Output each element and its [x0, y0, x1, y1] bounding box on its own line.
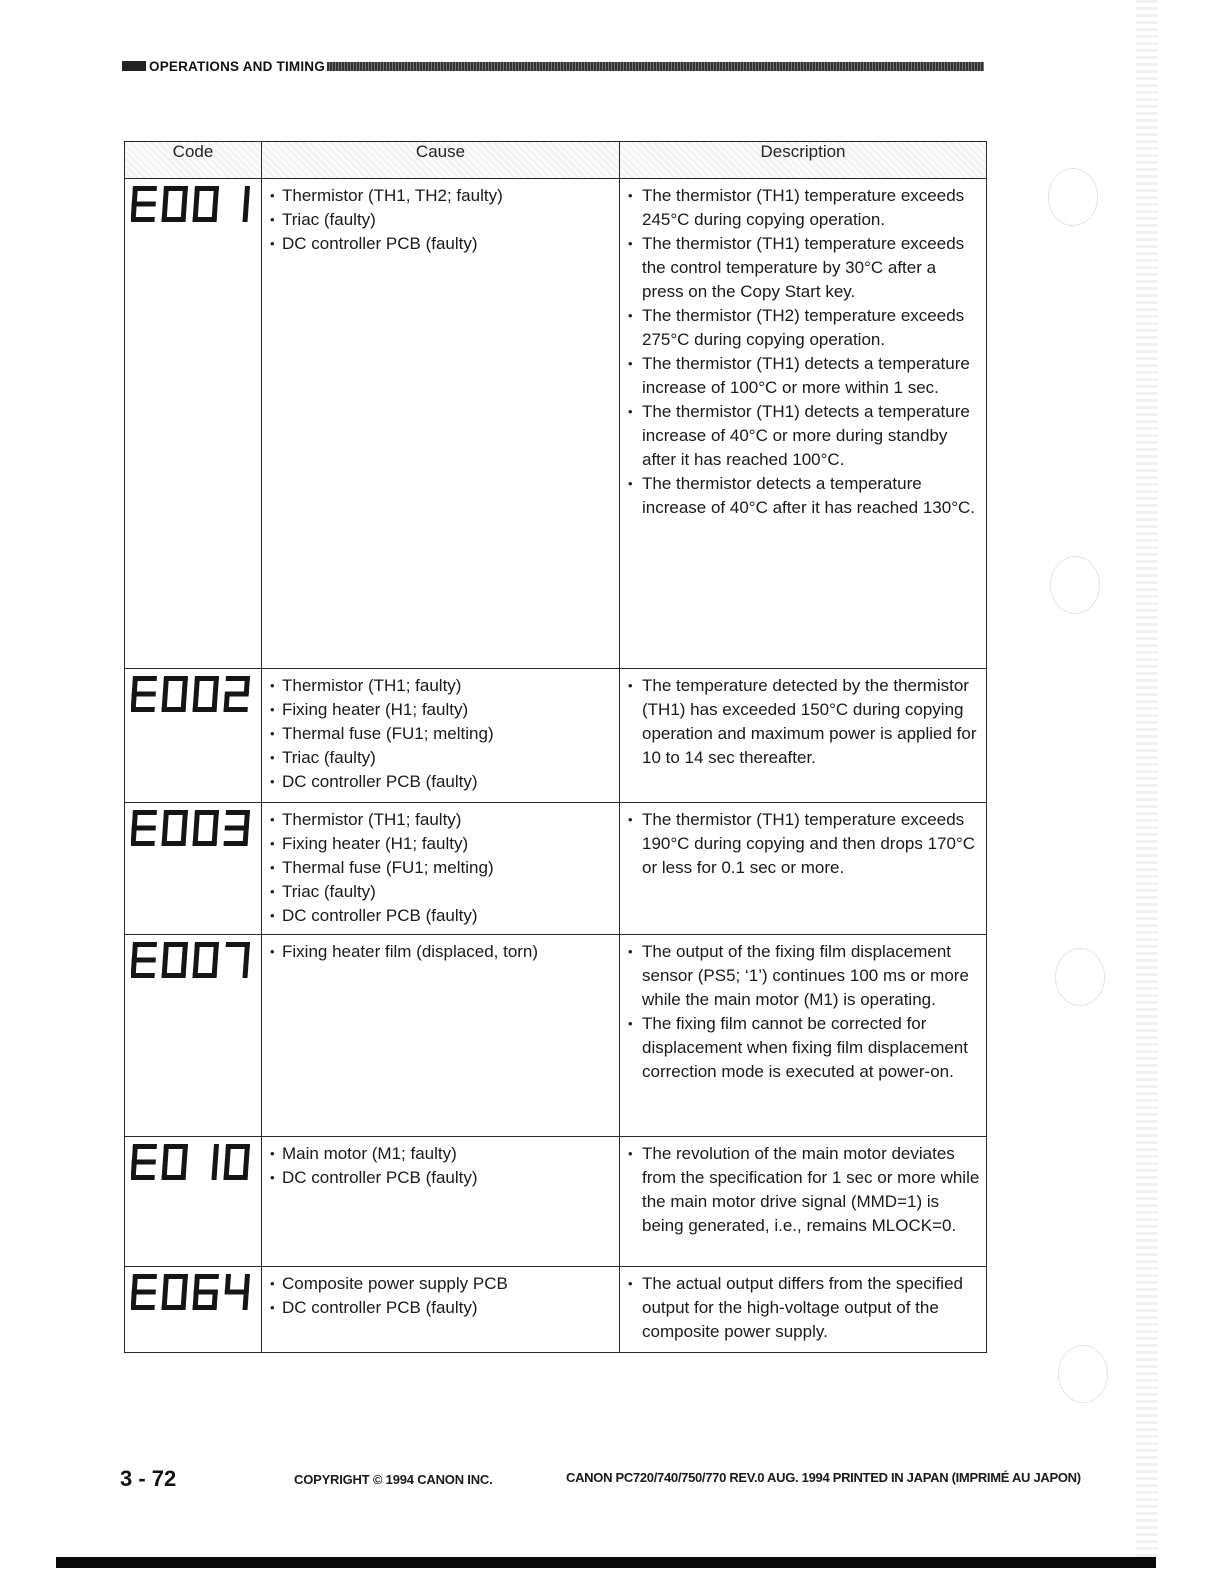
seven-segment-code — [131, 1272, 259, 1312]
segment-digit — [223, 942, 250, 978]
cause-cell — [262, 935, 620, 1137]
description-item: • The thermistor (TH1) temperature exceeds 245°C during copying operation. — [626, 184, 982, 232]
page-number: 3 - 72 — [120, 1466, 177, 1491]
description-item: • The output of the fixing film displacement sensor (PS5; ‘1’) continues 100 ms or more while the main motor (M1) is operating. — [626, 940, 982, 1012]
cause-cell — [262, 179, 620, 669]
segment-digit — [192, 186, 219, 222]
table-row — [125, 935, 987, 1137]
description-item: • The thermistor (TH1) temperature exceeds the control temperature by 30°C after a press on the Copy Start key. — [626, 232, 982, 304]
segment-digit — [161, 942, 188, 978]
cause-item: • DC controller PCB (faulty) — [268, 1166, 615, 1190]
code-cell — [125, 669, 262, 803]
description-list — [626, 808, 982, 880]
description-list — [626, 184, 982, 520]
table-row — [125, 669, 987, 803]
description-cell — [620, 935, 987, 1137]
cause-item: • Thermistor (TH1, TH2; faulty) — [268, 184, 615, 208]
segment-digit — [131, 1144, 157, 1180]
description-list — [626, 1142, 982, 1238]
cause-list — [268, 940, 615, 964]
seven-segment-code — [131, 184, 259, 224]
segment-digit — [192, 1274, 219, 1310]
cause-item: • DC controller PCB (faulty) — [268, 770, 615, 794]
scan-bottom-bar — [56, 1557, 1156, 1568]
description-item: • The thermistor (TH1) detects a temperature increase of 40°C or more during standby after it has reached 100°C. — [626, 400, 982, 472]
table-row — [125, 1267, 987, 1353]
punch-hole — [1048, 168, 1098, 226]
table-header-row — [125, 142, 987, 179]
description-item: • The thermistor (TH1) detects a temperature increase of 100°C or more within 1 sec. — [626, 352, 982, 400]
seven-segment-code — [131, 808, 259, 848]
description-item: • The temperature detected by the thermistor (TH1) has exceeded 150°C during copying operation and maximum power is applied for 10 to 14 sec thereafter. — [626, 674, 982, 770]
scan-edge — [1136, 0, 1158, 1560]
description-item: • The fixing film cannot be corrected for displacement when fixing film displacement correction mode is executed at power-on. — [626, 1012, 982, 1084]
segment-digit — [223, 810, 250, 846]
cause-item: • Triac (faulty) — [268, 880, 615, 904]
description-cell — [620, 1267, 987, 1353]
cause-item: • Fixing heater (H1; faulty) — [268, 698, 615, 722]
segment-digit — [223, 1144, 250, 1180]
segment-digit — [211, 1144, 219, 1180]
description-cell — [620, 1137, 987, 1267]
table-row — [125, 803, 987, 935]
segment-digit — [131, 810, 157, 846]
cause-item: • DC controller PCB (faulty) — [268, 1296, 615, 1320]
table-row — [125, 179, 987, 669]
column-header-description: Description — [620, 142, 987, 179]
cause-item: • Fixing heater film (displaced, torn) — [268, 940, 615, 964]
description-item: • The thermistor detects a temperature increase of 40°C after it has reached 130°C. — [626, 472, 982, 520]
description-item: • The actual output differs from the specified output for the high-voltage output of the composite power supply. — [626, 1272, 982, 1344]
segment-digit — [242, 186, 250, 222]
segment-digit — [131, 186, 157, 222]
description-item: • The revolution of the main motor deviates from the specification for 1 sec or more while the main motor drive signal (MMD=1) is being generated, i.e., remains MLOCK=0. — [626, 1142, 982, 1238]
punch-hole — [1058, 1345, 1108, 1403]
header-title: OPERATIONS AND TIMING — [149, 58, 325, 74]
description-list — [626, 1272, 982, 1344]
segment-digit — [223, 676, 250, 712]
segment-digit — [161, 1274, 188, 1310]
table-row — [125, 1137, 987, 1267]
page-header — [122, 58, 984, 74]
cause-item: • DC controller PCB (faulty) — [268, 904, 615, 928]
cause-list — [268, 808, 615, 928]
cause-list — [268, 184, 615, 256]
segment-digit — [161, 676, 188, 712]
code-cell — [125, 935, 262, 1137]
cause-list — [268, 1272, 615, 1320]
seven-segment-code — [131, 1142, 259, 1182]
description-list — [626, 940, 982, 1084]
punch-hole — [1050, 556, 1100, 614]
header-marker — [122, 61, 146, 71]
cause-cell — [262, 1267, 620, 1353]
segment-digit — [161, 186, 188, 222]
cause-cell — [262, 1137, 620, 1267]
segment-digit — [131, 676, 157, 712]
cause-item: • Fixing heater (H1; faulty) — [268, 832, 615, 856]
cause-item: • Thermistor (TH1; faulty) — [268, 808, 615, 832]
cause-item: • Thermal fuse (FU1; melting) — [268, 856, 615, 880]
segment-digit — [161, 810, 188, 846]
segment-digit — [131, 942, 157, 978]
column-header-cause: Cause — [262, 142, 620, 179]
description-cell — [620, 803, 987, 935]
segment-digit — [192, 676, 219, 712]
cause-item: • Thermistor (TH1; faulty) — [268, 674, 615, 698]
cause-cell — [262, 803, 620, 935]
code-cell — [125, 803, 262, 935]
seven-segment-code — [131, 674, 259, 714]
seven-segment-code — [131, 940, 259, 980]
segment-digit — [192, 810, 219, 846]
segment-digit — [223, 1274, 250, 1310]
header-rule — [327, 62, 984, 71]
description-cell — [620, 179, 987, 669]
cause-cell — [262, 669, 620, 803]
segment-digit — [131, 1274, 157, 1310]
column-header-code: Code — [125, 142, 262, 179]
description-item: • The thermistor (TH2) temperature exceeds 275°C during copying operation. — [626, 304, 982, 352]
code-cell — [125, 1137, 262, 1267]
error-code-table — [124, 141, 987, 1353]
cause-item: • Composite power supply PCB — [268, 1272, 615, 1296]
punch-hole — [1055, 948, 1105, 1006]
segment-digit — [192, 942, 219, 978]
cause-item: • Triac (faulty) — [268, 208, 615, 232]
description-list — [626, 674, 982, 770]
cause-item: • Thermal fuse (FU1; melting) — [268, 722, 615, 746]
description-cell — [620, 669, 987, 803]
cause-list — [268, 674, 615, 794]
code-cell — [125, 1267, 262, 1353]
cause-item: • Main motor (M1; faulty) — [268, 1142, 615, 1166]
code-cell — [125, 179, 262, 669]
cause-item: • Triac (faulty) — [268, 746, 615, 770]
copyright: COPYRIGHT © 1994 CANON INC. — [294, 1472, 493, 1487]
cause-item: • DC controller PCB (faulty) — [268, 232, 615, 256]
cause-list — [268, 1142, 615, 1190]
print-info: CANON PC720/740/750/770 REV.0 AUG. 1994 PRINTED IN JAPAN (IMPRIMÉ AU JAPON) — [566, 1470, 1081, 1485]
description-item: • The thermistor (TH1) temperature exceeds 190°C during copying and then drops 170°C or less for 0.1 sec or more. — [626, 808, 982, 880]
segment-digit — [161, 1144, 188, 1180]
